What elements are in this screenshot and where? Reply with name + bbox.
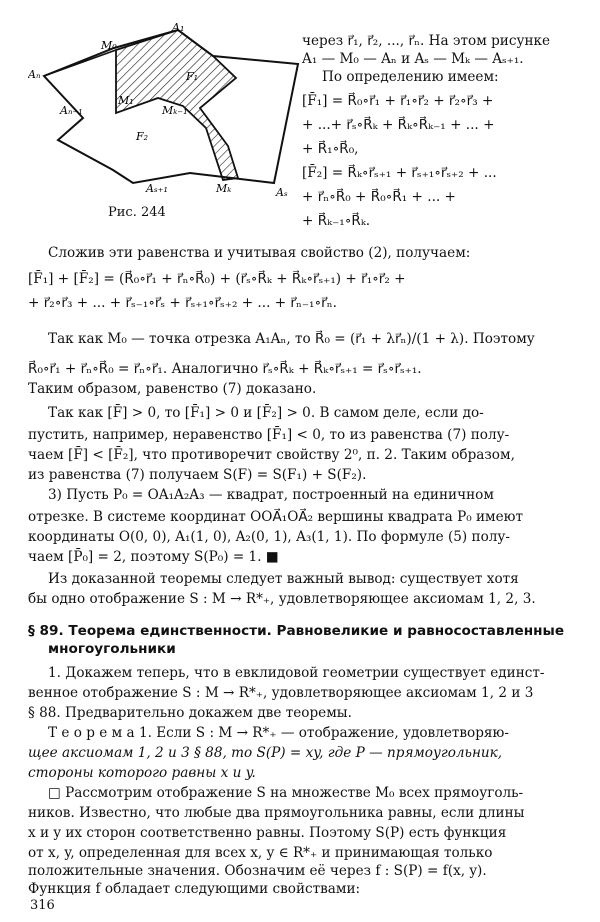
label-m0: M₀	[101, 39, 117, 52]
formula-line: + R⃗ₖ₋₁∘R⃗ₖ.	[302, 213, 371, 229]
text-line: через r⃗₁, r⃗₂, ..., r⃗ₙ. На этом рисунке	[302, 33, 551, 49]
label-an-1: Aₙ₋₁	[60, 104, 83, 117]
label-as1: Aₛ₊₁	[146, 182, 168, 195]
text-line: Так как M₀ — точка отрезка A₁Aₙ, то R⃗₀ = (r⃗₁ + λr⃗ₙ)/(1 + λ). Поэтому	[48, 331, 535, 347]
text-line: из равенства (7) получаем S(F) = S(F₁) + S(F₂).	[28, 467, 367, 483]
text-line: Таким образом, равенство (7) доказано.	[28, 381, 317, 397]
theorem-line: Т е о р е м а 1. Если S : M → R*₊ — отображение, удовлетворяю-	[48, 725, 509, 741]
text-line: По определению имеем:	[322, 69, 499, 85]
text-line: отрезке. В системе координат OOA⃗₁OA⃗₂ вершины квадрата P₀ имеют	[28, 509, 524, 525]
formula-line: + r⃗₂∘r⃗₃ + ... + r⃗ₛ₋₁∘r⃗ₛ + r⃗ₛ₊₁∘r⃗ₛ₊₂ + ... + r⃗ₙ₋₁∘r⃗ₙ.	[28, 295, 337, 311]
label-a1: A₁	[172, 21, 185, 34]
text-line: венное отображение S : M → R*₊, удовлетворяющее аксиомам 1, 2 и 3	[28, 685, 534, 701]
label-mk-1: Mₖ₋₁	[162, 104, 188, 117]
text-line: 3) Пусть P₀ = OA₁A₂A₃ — квадрат, построенный на единичном	[48, 487, 494, 503]
text-line: бы одно отображение S : M → R*₊, удовлетворяющее аксиомам 1, 2, 3.	[28, 591, 536, 607]
formula-line: R⃗₀∘r⃗₁ + r⃗ₙ∘R⃗₀ = r⃗ₙ∘r⃗₁. Аналогично r⃗ₛ∘R⃗ₖ + R⃗ₖ∘r⃗ₛ₊₁ = r⃗ₛ∘r⃗ₛ₊₁.	[28, 361, 422, 377]
text-line: Так как [F̄] > 0, то [F̄₁] > 0 и [F̄₂] > 0. В самом деле, если до-	[48, 405, 484, 421]
page-number: 316	[30, 898, 55, 913]
formula-line: [F̄₁] + [F̄₂] = (R⃗₀∘r⃗₁ + r⃗ₙ∘R⃗₀) + (r⃗ₛ∘R⃗ₖ + R⃗ₖ∘r⃗ₛ₊₁) + r⃗₁∘r⃗₂ +	[28, 271, 406, 287]
figure-244	[28, 18, 300, 218]
text-line: чаем [F̄] < [F̄₂], что противоречит свойству 2⁰, п. 2. Таким образом,	[28, 447, 515, 463]
formula-line: [F̄₁] = R⃗₀∘r⃗₁ + r⃗₁∘r⃗₂ + r⃗₂∘r⃗₃ +	[302, 93, 494, 109]
formula-line: + r⃗ₙ∘R⃗₀ + R⃗₀∘R⃗₁ + ... +	[302, 189, 456, 205]
theorem-line: стороны которого равны x и y.	[28, 765, 256, 781]
label-as: Aₛ	[276, 186, 288, 199]
label-m1: M₁	[118, 94, 134, 107]
text-line: чаем [P̄₀] = 2, поэтому S(P₀) = 1. ■	[28, 549, 279, 565]
text-line: A₁ — M₀ — Aₙ и Aₛ — Mₖ — Aₛ₊₁.	[302, 51, 524, 67]
text-line: Из доказанной теоремы следует важный вывод: существует хотя	[48, 571, 519, 587]
text-line: § 88. Предварительно докажем две теоремы.	[28, 705, 352, 721]
label-f2: F₂	[136, 130, 149, 143]
text-line: Сложив эти равенства и учитывая свойство (2), получаем:	[48, 245, 471, 261]
text-line: □ Рассмотрим отображение S на множестве M₀ всех прямоуголь-	[48, 785, 524, 801]
formula-line: [F̄₂] = R⃗ₖ∘r⃗ₛ₊₁ + r⃗ₛ₊₁∘r⃗ₛ₊₂ + ...	[302, 165, 497, 181]
text-line: x и y их сторон соответственно равны. Поэтому S(P) есть функция	[28, 825, 507, 841]
text-line: положительные значения. Обозначим её через f : S(P) = f(x, y).	[28, 863, 487, 879]
label-f1: F₁	[186, 70, 199, 83]
text-line: 1. Докажем теперь, что в евклидовой геометрии существует единст-	[48, 665, 545, 681]
polygon-figure	[28, 18, 300, 218]
theorem-line: щее аксиомам 1, 2 и 3 § 88, то S(P) = xy, где P — прямоугольник,	[28, 745, 503, 761]
text-line: Функция f обладает следующими свойствами:	[28, 881, 361, 897]
text-line: координаты O(0, 0), A₁(1, 0), A₂(0, 1), A₃(1, 1). По формуле (5) полу-	[28, 529, 511, 545]
section-heading-line1: § 89. Теорема единственности. Равновеликие и равносоставленные	[28, 623, 565, 639]
label-an: Aₙ	[28, 68, 41, 81]
text-line: пустить, например, неравенство [F̄₁] < 0, то из равенства (7) полу-	[28, 427, 510, 443]
formula-line: + ...+ r⃗ₛ∘R⃗ₖ + R⃗ₖ∘R⃗ₖ₋₁ + ... +	[302, 117, 495, 133]
figure-caption: Рис. 244	[108, 205, 166, 220]
text-line: от x, y, определенная для всех x, y ∈ R*₊ и принимающая только	[28, 845, 493, 861]
text-line: ников. Известно, что любые два прямоугольника равны, если длины	[28, 805, 525, 821]
label-mk: Mₖ	[216, 182, 232, 195]
formula-line: + R⃗₁∘R⃗₀,	[302, 141, 359, 157]
section-heading-line2: многоугольники	[48, 641, 176, 657]
